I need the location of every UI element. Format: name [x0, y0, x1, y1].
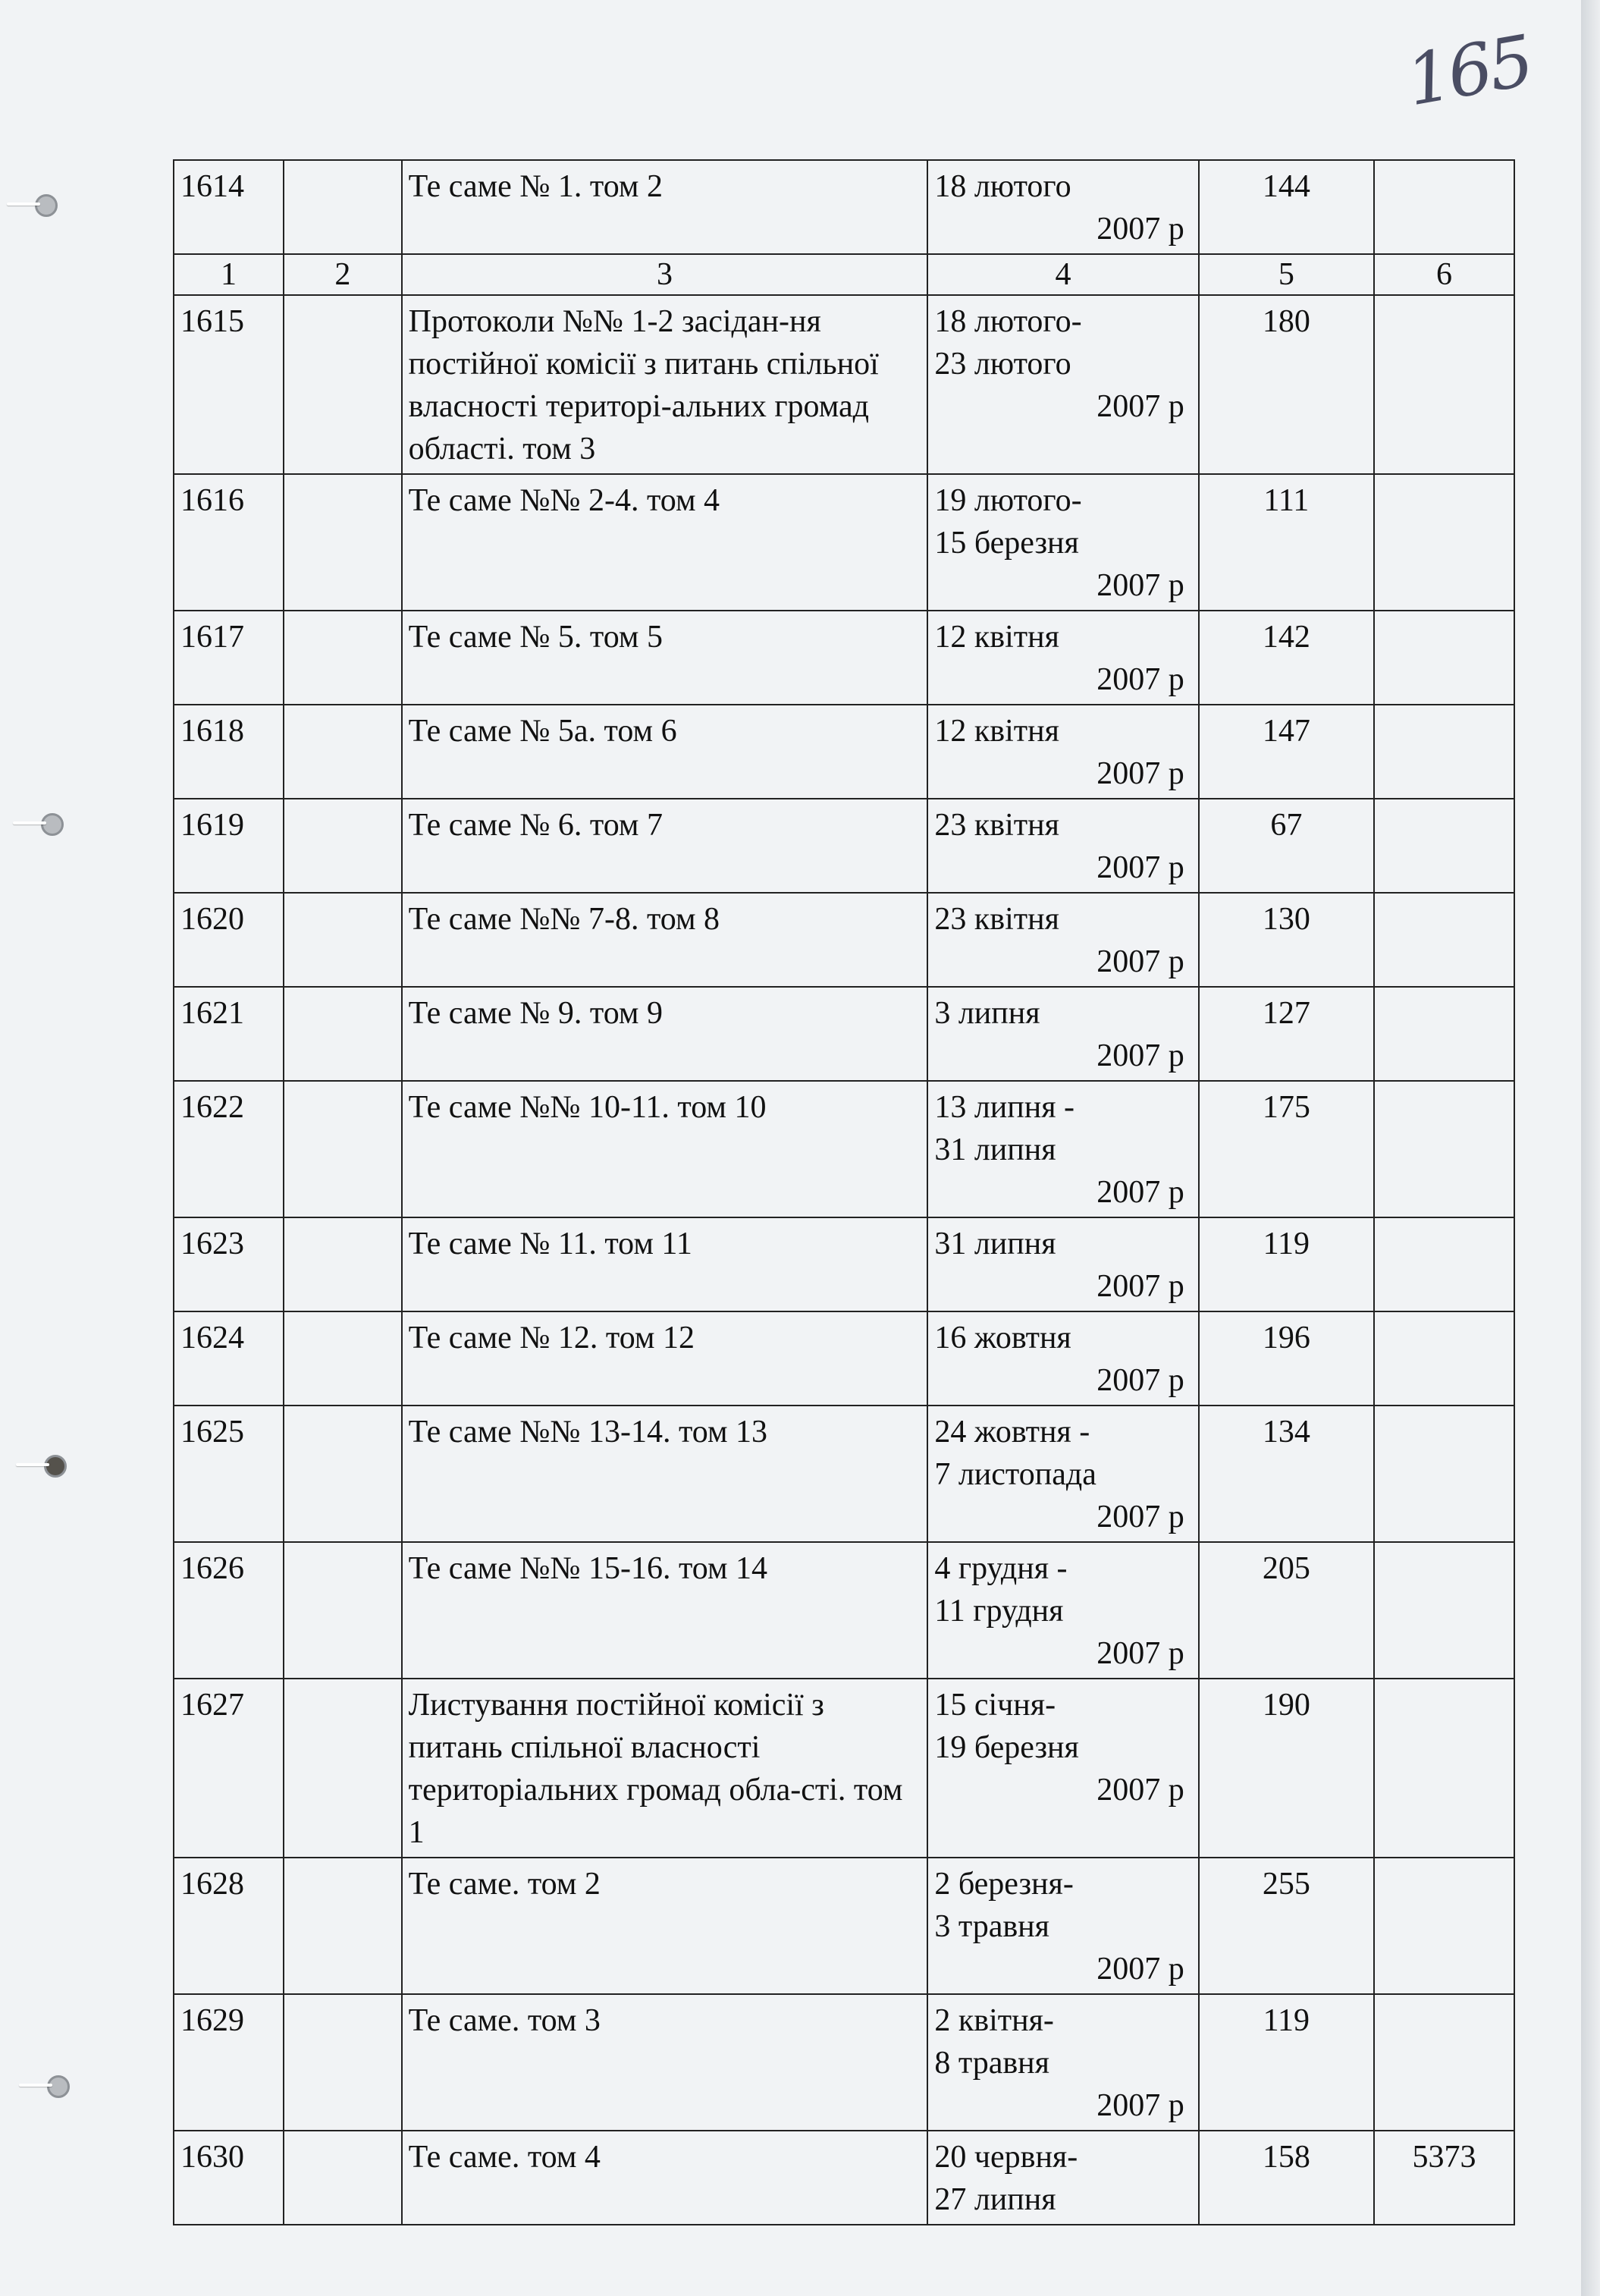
date-line: 18 лютого [934, 169, 1071, 204]
date-line: 19 лютого- [934, 483, 1082, 518]
cell-item-number: 1629 [174, 1994, 284, 2131]
cell-sheet-count: 119 [1199, 1217, 1374, 1311]
date-year: 2007 р [1096, 944, 1184, 979]
cell-index [284, 1542, 402, 1679]
cell-index [284, 1858, 402, 1994]
cell-index [284, 295, 402, 474]
cell-index [284, 474, 402, 611]
cell-note [1374, 160, 1514, 254]
cell-index [284, 160, 402, 254]
cell-sheet-count: 134 [1199, 1406, 1374, 1542]
cell-index [284, 1406, 402, 1542]
date-line: 15 січня- [934, 1688, 1056, 1723]
binding-hole-bottom [47, 2075, 70, 2098]
cell-note [1374, 799, 1514, 893]
date-line: 12 квітня [934, 620, 1059, 655]
cell-title: Те саме №№ 15-16. том 14 [402, 1542, 928, 1679]
cell-dates [927, 1994, 1198, 2131]
binding-hole-upper-mid [41, 813, 64, 836]
cell-sheet-count: 147 [1199, 705, 1374, 799]
cell-sheet-count: 130 [1199, 893, 1374, 987]
date-year: 2007 р [1096, 1038, 1184, 1073]
cell-index [284, 987, 402, 1081]
table-row [174, 474, 1514, 611]
column-number: 5 [1199, 254, 1374, 295]
date-line: 16 жовтня [934, 1321, 1071, 1355]
cell-note [1374, 295, 1514, 474]
cell-title: Те саме №№ 2-4. том 4 [402, 474, 928, 611]
date-year: 2007 р [1096, 1175, 1184, 1210]
table-row [174, 1858, 1514, 1994]
cell-title: Те саме №№ 7-8. том 8 [402, 893, 928, 987]
cell-item-number: 1620 [174, 893, 284, 987]
date-line: 2 квітня- [934, 2003, 1054, 2038]
cell-dates [927, 1858, 1198, 1994]
cell-index [284, 1311, 402, 1406]
cell-sheet-count: 119 [1199, 1994, 1374, 2131]
cell-sheet-count: 111 [1199, 474, 1374, 611]
cell-sheet-count: 144 [1199, 160, 1374, 254]
cell-index [284, 1217, 402, 1311]
cell-note [1374, 987, 1514, 1081]
cell-item-number: 1618 [174, 705, 284, 799]
column-number: 4 [927, 254, 1198, 295]
cell-item-number: 1630 [174, 2131, 284, 2225]
cell-dates [927, 1679, 1198, 1858]
cell-dates [927, 2131, 1198, 2225]
cell-note [1374, 1679, 1514, 1858]
cell-item-number: 1626 [174, 1542, 284, 1679]
cell-index [284, 705, 402, 799]
column-number: 3 [402, 254, 928, 295]
date-year: 2007 р [1096, 1636, 1184, 1671]
cell-dates [927, 1406, 1198, 1542]
cell-item-number: 1616 [174, 474, 284, 611]
table-row [174, 160, 1514, 254]
table-row [174, 1311, 1514, 1406]
date-line: 20 червня- [934, 2140, 1078, 2175]
cell-dates [927, 295, 1198, 474]
cell-index [284, 1081, 402, 1217]
cell-note [1374, 1994, 1514, 2131]
cell-sheet-count: 190 [1199, 1679, 1374, 1858]
cell-sheet-count: 255 [1199, 1858, 1374, 1994]
cell-index [284, 611, 402, 705]
cell-item-number: 1615 [174, 295, 284, 474]
cell-title: Листування постійної комісії з питань спільної власності територіальних громад обла-сті. том 1 [402, 1679, 928, 1858]
cell-title: Те саме. том 4 [402, 2131, 928, 2225]
column-number: 2 [284, 254, 402, 295]
date-year: 2007 р [1096, 1500, 1184, 1534]
date-line: 18 лютого- [934, 304, 1082, 339]
date-line: 23 лютого [934, 347, 1071, 382]
cell-title: Те саме №№ 10-11. том 10 [402, 1081, 928, 1217]
date-line: 8 травня [934, 2046, 1049, 2081]
archive-register-table [173, 159, 1515, 2225]
date-line: 31 липня [934, 1132, 1056, 1167]
cell-sheet-count: 205 [1199, 1542, 1374, 1679]
cell-title: Те саме № 5а. том 6 [402, 705, 928, 799]
cell-dates [927, 611, 1198, 705]
date-year: 2007 р [1096, 1363, 1184, 1398]
date-line: 23 квітня [934, 902, 1059, 937]
cell-dates [927, 799, 1198, 893]
table-row [174, 2131, 1514, 2225]
table-row [174, 1406, 1514, 1542]
date-year: 2007 р [1096, 850, 1184, 885]
date-year: 2007 р [1096, 1269, 1184, 1304]
cell-item-number: 1619 [174, 799, 284, 893]
column-number: 6 [1374, 254, 1514, 295]
cell-index [284, 1679, 402, 1858]
cell-note [1374, 474, 1514, 611]
table-row [174, 1542, 1514, 1679]
table-row [174, 1081, 1514, 1217]
cell-note [1374, 1217, 1514, 1311]
date-line: 11 грудня [934, 1594, 1064, 1629]
date-line: 13 липня - [934, 1090, 1075, 1125]
cell-title: Те саме № 6. том 7 [402, 799, 928, 893]
date-year: 2007 р [1096, 2088, 1184, 2123]
cell-index [284, 1994, 402, 2131]
date-year: 2007 р [1096, 389, 1184, 424]
table-row [174, 1679, 1514, 1858]
cell-note [1374, 1542, 1514, 1679]
column-number-row [174, 254, 1514, 295]
cell-sheet-count: 67 [1199, 799, 1374, 893]
cell-dates [927, 474, 1198, 611]
cell-item-number: 1614 [174, 160, 284, 254]
cell-item-number: 1621 [174, 987, 284, 1081]
cell-item-number: 1625 [174, 1406, 284, 1542]
date-line: 27 липня [934, 2182, 1056, 2217]
cell-note [1374, 1311, 1514, 1406]
table-row [174, 799, 1514, 893]
binding-hole-top [35, 194, 58, 217]
cell-note [1374, 705, 1514, 799]
date-year: 2007 р [1096, 756, 1184, 791]
cell-dates [927, 705, 1198, 799]
cell-note [1374, 1081, 1514, 1217]
table-row [174, 705, 1514, 799]
cell-dates [927, 893, 1198, 987]
cell-item-number: 1617 [174, 611, 284, 705]
cell-dates [927, 1217, 1198, 1311]
cell-title: Те саме № 5. том 5 [402, 611, 928, 705]
date-line: 12 квітня [934, 714, 1059, 749]
column-number: 1 [174, 254, 284, 295]
cell-dates [927, 1311, 1198, 1406]
cell-index [284, 893, 402, 987]
date-line: 3 липня [934, 996, 1040, 1031]
date-year: 2007 р [1096, 212, 1184, 247]
cell-title: Те саме. том 2 [402, 1858, 928, 1994]
cell-note [1374, 611, 1514, 705]
cell-note [1374, 1858, 1514, 1994]
cell-dates [927, 987, 1198, 1081]
cell-title: Те саме № 11. том 11 [402, 1217, 928, 1311]
cell-title: Протоколи №№ 1-2 засідан-ня постійної комісії з питань спільної власності територі-альних громад області. том 3 [402, 295, 928, 474]
table-row [174, 1994, 1514, 2131]
cell-dates [927, 160, 1198, 254]
cell-index [284, 2131, 402, 2225]
cell-sheet-count: 127 [1199, 987, 1374, 1081]
date-year: 2007 р [1096, 1773, 1184, 1808]
table-row [174, 1217, 1514, 1311]
cell-note [1374, 1406, 1514, 1542]
cell-item-number: 1622 [174, 1081, 284, 1217]
cell-item-number: 1627 [174, 1679, 284, 1858]
table-row [174, 987, 1514, 1081]
cell-item-number: 1628 [174, 1858, 284, 1994]
binding-hole-lower-mid [44, 1455, 67, 1478]
cell-dates [927, 1542, 1198, 1679]
cell-item-number: 1623 [174, 1217, 284, 1311]
date-line: 23 квітня [934, 808, 1059, 843]
cell-dates [927, 1081, 1198, 1217]
cell-sheet-count: 180 [1199, 295, 1374, 474]
date-line: 24 жовтня - [934, 1415, 1090, 1450]
cell-note: 5373 [1374, 2131, 1514, 2225]
date-line: 31 липня [934, 1227, 1056, 1261]
cell-title: Те саме № 9. том 9 [402, 987, 928, 1081]
cell-title: Те саме. том 3 [402, 1994, 928, 2131]
cell-title: Те саме №№ 13-14. том 13 [402, 1406, 928, 1542]
date-line: 7 листопада [934, 1457, 1096, 1492]
date-year: 2007 р [1096, 568, 1184, 603]
date-line: 2 березня- [934, 1867, 1074, 1902]
page-edge [1581, 0, 1600, 2296]
cell-index [284, 799, 402, 893]
table-row [174, 611, 1514, 705]
date-year: 2007 р [1096, 1952, 1184, 1987]
cell-sheet-count: 175 [1199, 1081, 1374, 1217]
date-year: 2007 р [1096, 662, 1184, 697]
folio-number: 165 [1400, 20, 1537, 122]
date-line: 4 грудня - [934, 1551, 1068, 1586]
date-line: 19 березня [934, 1730, 1079, 1765]
cell-title: Те саме № 1. том 2 [402, 160, 928, 254]
cell-item-number: 1624 [174, 1311, 284, 1406]
table-row [174, 893, 1514, 987]
date-line: 3 травня [934, 1909, 1049, 1944]
cell-sheet-count: 158 [1199, 2131, 1374, 2225]
cell-note [1374, 893, 1514, 987]
cell-sheet-count: 142 [1199, 611, 1374, 705]
cell-title: Те саме № 12. том 12 [402, 1311, 928, 1406]
cell-sheet-count: 196 [1199, 1311, 1374, 1406]
date-line: 15 березня [934, 526, 1079, 561]
table-row [174, 295, 1514, 474]
